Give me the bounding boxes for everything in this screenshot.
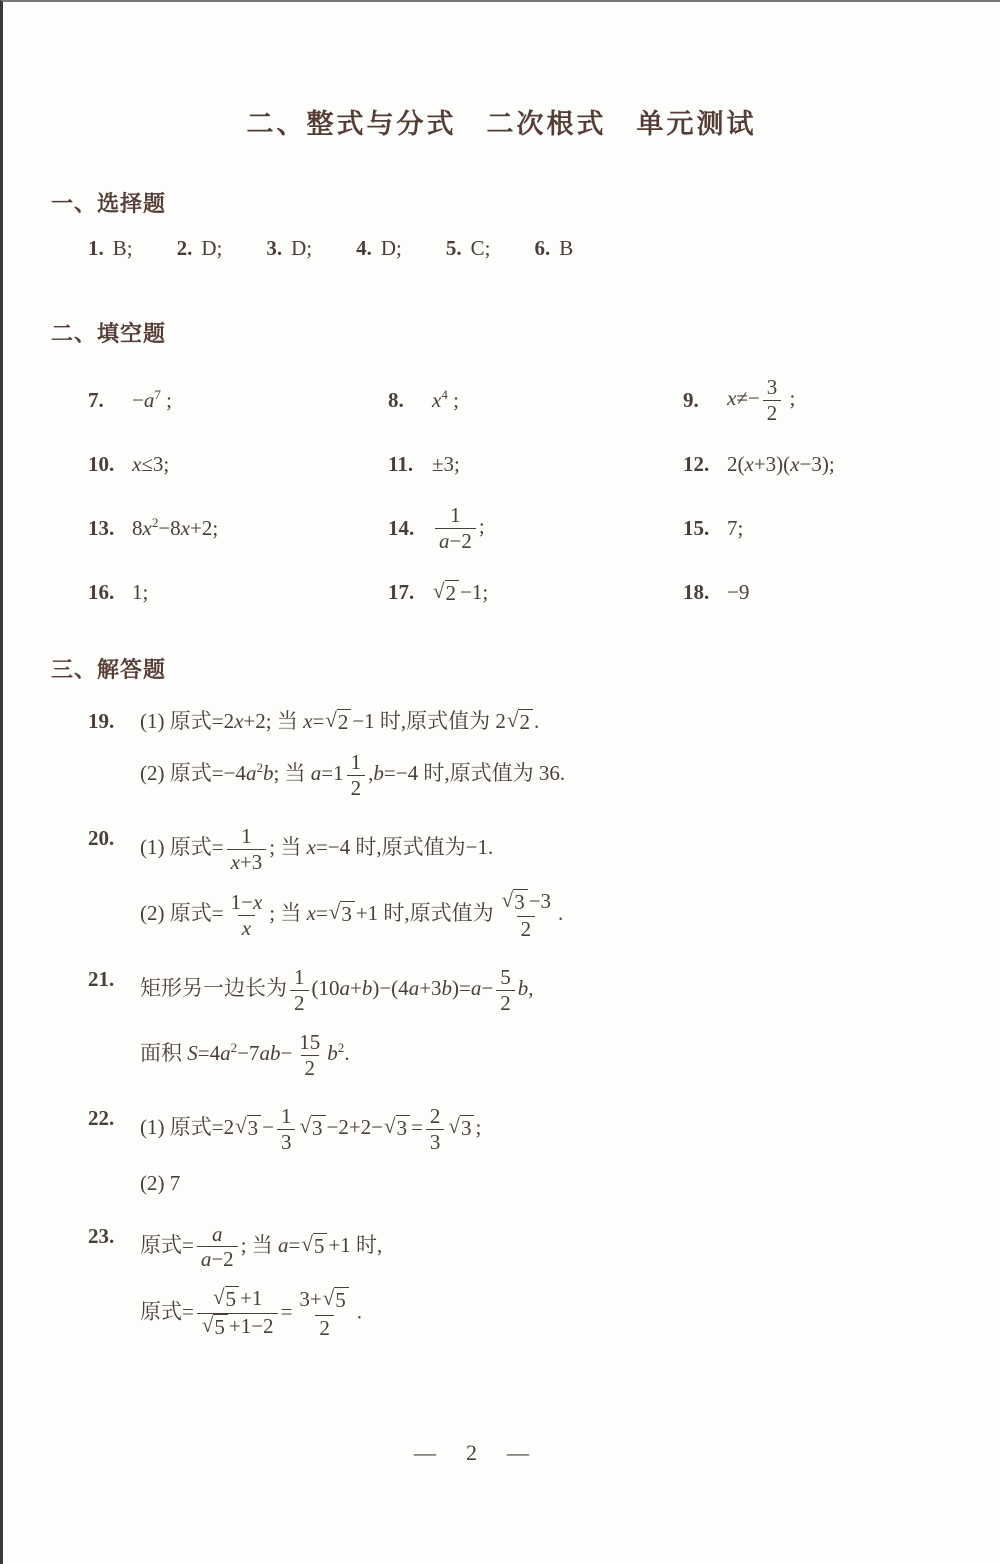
- fill-item-15: [683, 516, 1000, 541]
- problem-number: 21.: [88, 967, 115, 992]
- fill-item-number: 7.: [88, 387, 104, 412]
- page-footer: [0, 1440, 970, 1466]
- footer-dash-right: —: [507, 1440, 529, 1465]
- problem-number: 23.: [88, 1223, 115, 1248]
- fill-item-answer: x≤3;: [132, 451, 170, 476]
- solution-line: (1) 原式=2x+2; 当 x= √ 2 −1 时,原式值为 2 √ 2 .: [140, 707, 540, 734]
- choice-answer-4: [356, 236, 402, 261]
- fill-item-answer: $\frac{1}{a-2}$ ;: [432, 504, 485, 552]
- fill-item-number: 8.: [388, 387, 404, 412]
- problem-20: [88, 825, 1000, 956]
- fill-item-11: [388, 452, 683, 477]
- fill-item-number: 12.: [683, 451, 710, 476]
- fill-item-16: [88, 580, 388, 605]
- choice-answer-number: 2.: [176, 236, 193, 260]
- solution-line: 面积 $S=4a^2-7ab-$ $\frac{15}{2}$ $b^2$.: [140, 1029, 350, 1080]
- fill-item-answer: x≠− $\frac{3}{2}$ ;: [727, 375, 796, 425]
- choice-answer-number: 5.: [445, 236, 462, 260]
- choice-answer-letter: C;: [470, 236, 491, 260]
- fill-item-answer: √ 2 −1;: [433, 578, 489, 605]
- section-choice-heading: 一、选择题: [51, 191, 167, 216]
- fill-item-7: [88, 388, 388, 413]
- problem-number: 19.: [88, 708, 115, 733]
- problem-23: [88, 1223, 1000, 1357]
- fill-item-17: [388, 580, 683, 606]
- fill-item-answer: $8x^2-8x+2$;: [132, 515, 219, 541]
- solution-line: 矩形另一边长为 $\frac{1}{2}$ (10a+b)−(4a+3b)=a− $\frac{5}{2}$ b,: [140, 965, 534, 1016]
- fill-item-18: [683, 580, 1000, 605]
- fill-item-number: 11.: [388, 451, 414, 476]
- section-solve-heading: 三、解答题: [51, 656, 167, 682]
- solution-line: (2) 原式= $\frac{1-x}{x}$ ; 当 x= √ 3 +1 时,原式值为 √ 3 −3 2 .: [140, 887, 564, 941]
- choice-answers-row: [88, 236, 1000, 261]
- fill-item-12: [683, 452, 1000, 477]
- choice-answer-3: [266, 236, 312, 261]
- fill-item-number: 9.: [683, 387, 699, 412]
- choice-answer-letter: B;: [112, 236, 133, 260]
- problem-21: [88, 966, 1000, 1095]
- fill-row: [88, 376, 1000, 424]
- fill-item-number: 17.: [388, 580, 415, 605]
- problem-number: 22.: [88, 1106, 115, 1131]
- choice-answer-letter: D;: [201, 236, 223, 260]
- fill-row: [88, 444, 1000, 484]
- choice-answer-number: 6.: [534, 236, 551, 260]
- solution-line: (1) 原式=2 √ 3 − $\frac{1}{3}$ √ 3 −2+2− √ 3 = $\frac{2}{3}$ √ 3 ;: [140, 1104, 482, 1154]
- fill-item-answer: ±3;: [432, 451, 460, 476]
- solution-line: (1) 原式= $\frac{1}{x+3}$ ; 当 x=−4 时,原式值为−1.: [140, 824, 494, 874]
- fill-item-13: [88, 516, 388, 541]
- footer-dash-left: —: [414, 1440, 436, 1465]
- fill-item-answer: $x^4$ ;: [432, 386, 459, 412]
- choice-answer-letter: D;: [291, 236, 313, 260]
- fill-item-answer: 2(x+3)(x−3);: [727, 451, 835, 476]
- choice-answer-1: [88, 236, 133, 261]
- solution-line: 原式= $\frac{a}{a-2}$ ; 当 a= √ 5 +1 时,: [140, 1221, 383, 1272]
- choice-answer-number: 1.: [88, 236, 104, 260]
- solution-line: 原式= √ 5 +1 √ 5 +1−2 = 3+ √ 5 2 .: [140, 1285, 363, 1340]
- fill-item-number: 16.: [88, 580, 115, 605]
- fill-row: [88, 504, 1000, 552]
- section-fill-heading: 二、填空题: [51, 321, 167, 346]
- choice-answer-6: [534, 236, 573, 261]
- fill-row: [88, 573, 1000, 613]
- solution-line: (2) 原式$=-4a^2b$; 当 a=1 $\frac{1}{2}$ ,b=−4 时,原式值为 36.: [140, 749, 566, 800]
- fill-item-9: [683, 376, 1000, 424]
- choice-answer-number: 4.: [356, 236, 372, 260]
- choice-answer-number: 3.: [266, 236, 283, 260]
- fill-item-10: [88, 452, 388, 477]
- fill-item-14: [388, 504, 683, 552]
- fill-answers-grid: [88, 376, 1000, 613]
- solution-line: (2) 7: [140, 1170, 181, 1195]
- choice-answer-5: [446, 236, 491, 261]
- page-title: 二、整式与分式 二次根式 单元测试: [246, 109, 757, 139]
- problem-number: 20.: [88, 826, 115, 851]
- fill-item-answer: $-a^7$ ;: [132, 386, 172, 412]
- fill-item-number: 15.: [683, 516, 710, 541]
- solve-problems: [88, 708, 1000, 1357]
- fill-item-number: 18.: [683, 580, 710, 605]
- problem-19: [88, 708, 1000, 816]
- fill-item-answer: 1;: [132, 580, 149, 605]
- choice-answer-letter: B: [559, 236, 574, 260]
- choice-answer-letter: D;: [380, 236, 402, 260]
- fill-item-answer: 7;: [727, 516, 744, 541]
- page-number: 2: [466, 1440, 477, 1465]
- fill-item-number: 10.: [88, 451, 115, 476]
- fill-item-answer: −9: [727, 580, 750, 605]
- problem-22: [88, 1105, 1000, 1213]
- choice-answer-2: [177, 236, 223, 261]
- fill-item-number: 14.: [388, 516, 415, 541]
- fill-item-8: [388, 388, 683, 413]
- fill-item-number: 13.: [88, 516, 115, 541]
